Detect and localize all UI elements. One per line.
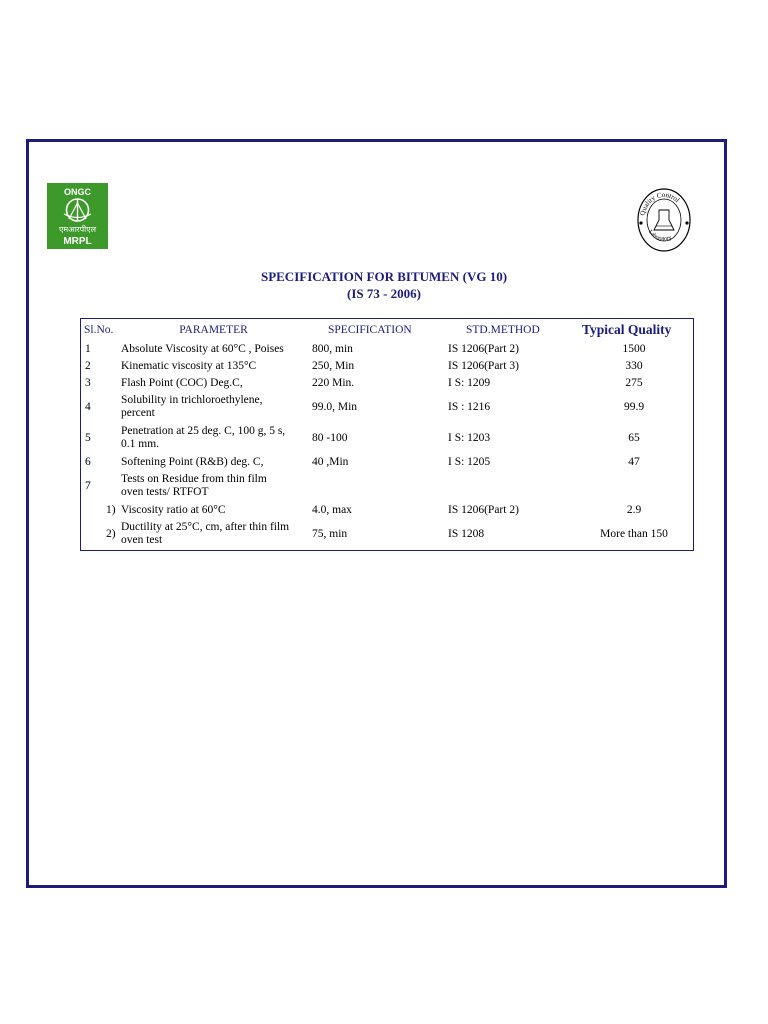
row-1-parameter: Absolute Viscosity at 60°C , Poises: [121, 343, 284, 355]
subrow-1-parameter: Viscosity ratio at 60°C: [121, 504, 226, 516]
ongc-mrpl-logo: [47, 183, 108, 249]
row-6-typical: 47: [628, 456, 640, 468]
subrow-2-slno: 2): [106, 528, 116, 540]
header-typical-quality: Typical Quality: [582, 322, 672, 337]
row-1-specification: 800, min: [312, 343, 353, 355]
subrow-2-typical: More than 150: [600, 528, 668, 540]
row-3-specification: 220 Min.: [312, 377, 355, 389]
row-2-parameter: Kinematic viscosity at 135°C: [121, 360, 257, 372]
logo-text-top: ONGC: [64, 187, 91, 197]
logo-text-bottom: MRPL: [63, 236, 92, 247]
row-4-method: IS : 1216: [448, 401, 491, 413]
header-specification: SPECIFICATION: [328, 324, 412, 336]
row-5-method: I S: 1203: [448, 432, 491, 444]
row-1-slno: 1: [85, 343, 91, 355]
row-7-slno: 7: [85, 480, 91, 492]
row-3-typical: 275: [625, 377, 643, 389]
specification-table: [80, 318, 694, 551]
row-5-parameter-line1: Penetration at 25 deg. C, 100 g, 5 s,: [121, 425, 286, 437]
subrow-2-parameter-line2: oven test: [121, 534, 163, 546]
row-2-slno: 2: [85, 360, 91, 372]
subrow-1-typical: 2.9: [626, 504, 642, 516]
row-4-specification: 99.0, Min: [312, 401, 358, 413]
seal-text-top: Quality Control: [638, 190, 682, 217]
header-std-method: STD.METHOD: [466, 324, 540, 336]
row-4-parameter-line1: Solubility in trichloroethylene,: [121, 394, 263, 406]
row-3-parameter: Flash Point (COC) Deg.C,: [121, 377, 243, 389]
subrow-2-specification: 75, min: [312, 528, 348, 540]
row-5-slno: 5: [85, 432, 91, 444]
subrow-1-slno: 1): [106, 504, 116, 516]
header-slno: Sl.No.: [84, 324, 114, 336]
row-6-slno: 6: [85, 456, 91, 468]
row-2-typical: 330: [625, 360, 643, 372]
row-6-specification: 40 ,Min: [312, 456, 349, 468]
row-1-method: IS 1206(Part 2): [448, 343, 519, 355]
document-subtitle: (IS 73 - 2006): [346, 286, 422, 301]
header-parameter: PARAMETER: [179, 324, 248, 336]
row-6-parameter: Softening Point (R&B) deg. C,: [121, 456, 264, 468]
row-4-slno: 4: [85, 401, 91, 413]
row-4-typical: 99.9: [623, 401, 645, 413]
subrow-1-specification: 4.0, max: [312, 504, 352, 516]
subrow-2-method: IS 1208: [448, 528, 485, 540]
document-title: SPECIFICATION FOR BITUMEN (VG 10): [260, 269, 508, 284]
row-1-typical: 1500: [622, 343, 646, 355]
quality-control-seal: [634, 186, 694, 254]
row-2-specification: 250, Min: [312, 360, 355, 372]
row-3-method: I S: 1209: [448, 377, 491, 389]
row-7-parameter-line2: oven tests/ RTFOT: [121, 486, 209, 498]
subrow-2-parameter-line1: Ductility at 25°C, cm, after thin film: [121, 521, 290, 533]
row-6-method: I S: 1205: [448, 456, 491, 468]
row-5-typical: 65: [628, 432, 640, 444]
row-3-slno: 3: [85, 377, 91, 389]
seal-text-bottom: Laboratory: [646, 229, 673, 243]
row-7-parameter-line1: Tests on Residue from thin film: [121, 473, 267, 485]
subrow-1-method: IS 1206(Part 2): [448, 504, 519, 516]
logo-text-hindi: एमआरपीएल: [58, 225, 97, 234]
row-5-specification: 80 -100: [312, 432, 348, 444]
row-2-method: IS 1206(Part 3): [448, 360, 519, 372]
row-4-parameter-line2: percent: [121, 407, 155, 419]
row-5-parameter-line2: 0.1 mm.: [121, 438, 160, 450]
